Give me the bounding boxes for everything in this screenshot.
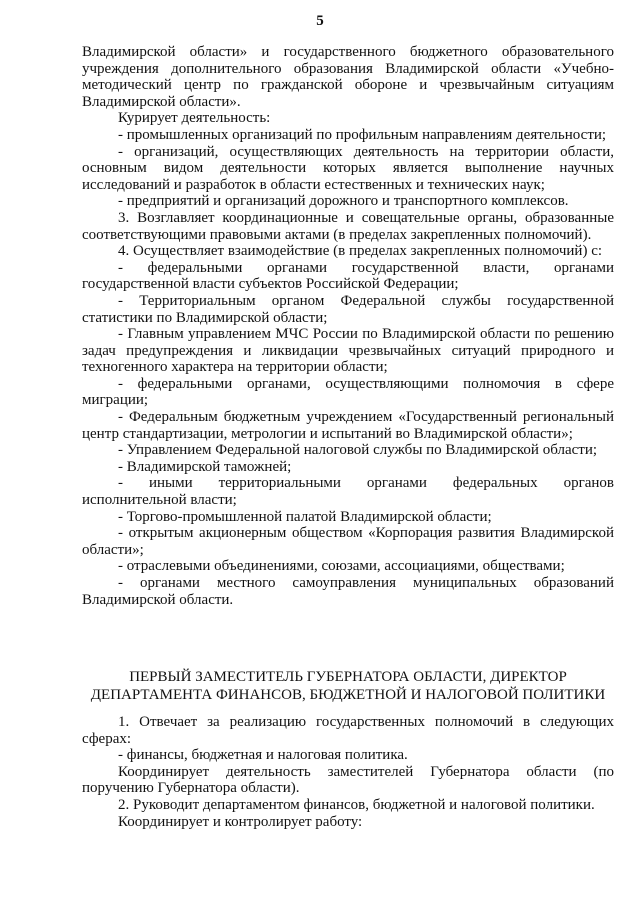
text-line: - финансы, бюджетная и налоговая политика. [118, 747, 408, 764]
text-line: - Владимирской таможней; [118, 458, 292, 475]
text-line: центр стандартизации, метрологии и испытаний во Владимирской области»; [82, 425, 573, 442]
section-heading [82, 668, 614, 704]
text-line: - органами местного самоуправления муниципальных образований [118, 575, 614, 591]
text-line: соответствующими правовыми актами (в пределах закрепленных полномочий). [82, 226, 592, 243]
text-line: - иными территориальными органами федеральных органов [118, 475, 614, 492]
body-text-section-1 [82, 44, 614, 608]
text-line: Владимирской области. [82, 591, 234, 608]
text-line: техногенного характера на территории области; [82, 359, 388, 376]
text-line: задач предупреждения и ликвидации чрезвычайных ситуаций природного и [82, 342, 614, 359]
text-line: - промышленных организаций по профильным направлениям деятельности; [118, 126, 607, 143]
text-line: - организаций, осуществляющих деятельность на территории области, [118, 143, 614, 160]
text-line: учреждения дополнительного образования Владимирской области «Учебно- [82, 60, 614, 77]
text-line: поручению Губернатора области). [82, 780, 300, 797]
text-line: 2. Руководит департаментом финансов, бюджетной и налоговой политики. [118, 796, 595, 813]
text-line: - Территориальным органом Федеральной службы государственной [118, 292, 614, 309]
text-line: Координирует и контролирует работу: [118, 813, 363, 830]
text-line: - Федеральным бюджетным учреждением «Государственный региональный [118, 409, 614, 426]
body-text-section-2 [82, 714, 614, 830]
text-line: - Главным управлением МЧС России по Владимирской области по решению [118, 326, 614, 343]
text-line: - Торгово-промышленной палатой Владимирской области; [118, 508, 492, 525]
heading-line: ПЕРВЫЙ ЗАМЕСТИТЕЛЬ ГУБЕРНАТОРА ОБЛАСТИ, ДИРЕКТОР [129, 669, 567, 685]
text-line: исследований и разработок в области естественных и технических наук; [82, 176, 545, 193]
page-number: 5 [316, 13, 324, 29]
text-line: основным видом деятельности которых является выполнение научных [82, 160, 614, 177]
text-line: 3. Возглавляет координационные и совещательные органы, образованные [118, 209, 614, 226]
text-line: 4. Осуществляет взаимодействие (в пределах закрепленных полномочий) с: [118, 243, 603, 260]
text-line: - открытым акционерным обществом «Корпорация развития Владимирской [118, 525, 614, 542]
text-line: Владимирской области» и государственного бюджетного образовательного [82, 44, 614, 60]
text-line: государственной власти субъектов Российской Федерации; [82, 276, 459, 293]
text-line: области»; [82, 541, 144, 558]
text-line: статистики по Владимирской области; [82, 309, 328, 326]
text-line: - отраслевыми объединениями, союзами, ассоциациями, обществами; [118, 558, 565, 575]
text-line: 1. Отвечает за реализацию государственных полномочий в следующих [118, 714, 614, 730]
text-line: методический центр по гражданской обороне и чрезвычайным ситуациям [82, 77, 614, 94]
text-line: миграции; [82, 392, 149, 409]
text-line: исполнительной власти; [82, 492, 237, 509]
text-line: Владимирской области». [82, 93, 241, 110]
text-line: - Управлением Федеральной налоговой службы по Владимирской области; [118, 442, 598, 459]
text-line: сферах: [82, 730, 132, 747]
text-line: - федеральными органами, осуществляющими полномочия в сфере [118, 375, 614, 392]
text-line: - федеральными органами государственной власти, органами [118, 259, 614, 276]
text-line: Курирует деятельность: [118, 110, 271, 127]
text-line: - предприятий и организаций дорожного и транспортного комплексов. [118, 193, 569, 210]
heading-line: ДЕПАРТАМЕНТА ФИНАНСОВ, БЮДЖЕТНОЙ И НАЛОГОВОЙ ПОЛИТИКИ [90, 687, 606, 703]
text-line: Координирует деятельность заместителей Губернатора области (по [118, 763, 614, 780]
